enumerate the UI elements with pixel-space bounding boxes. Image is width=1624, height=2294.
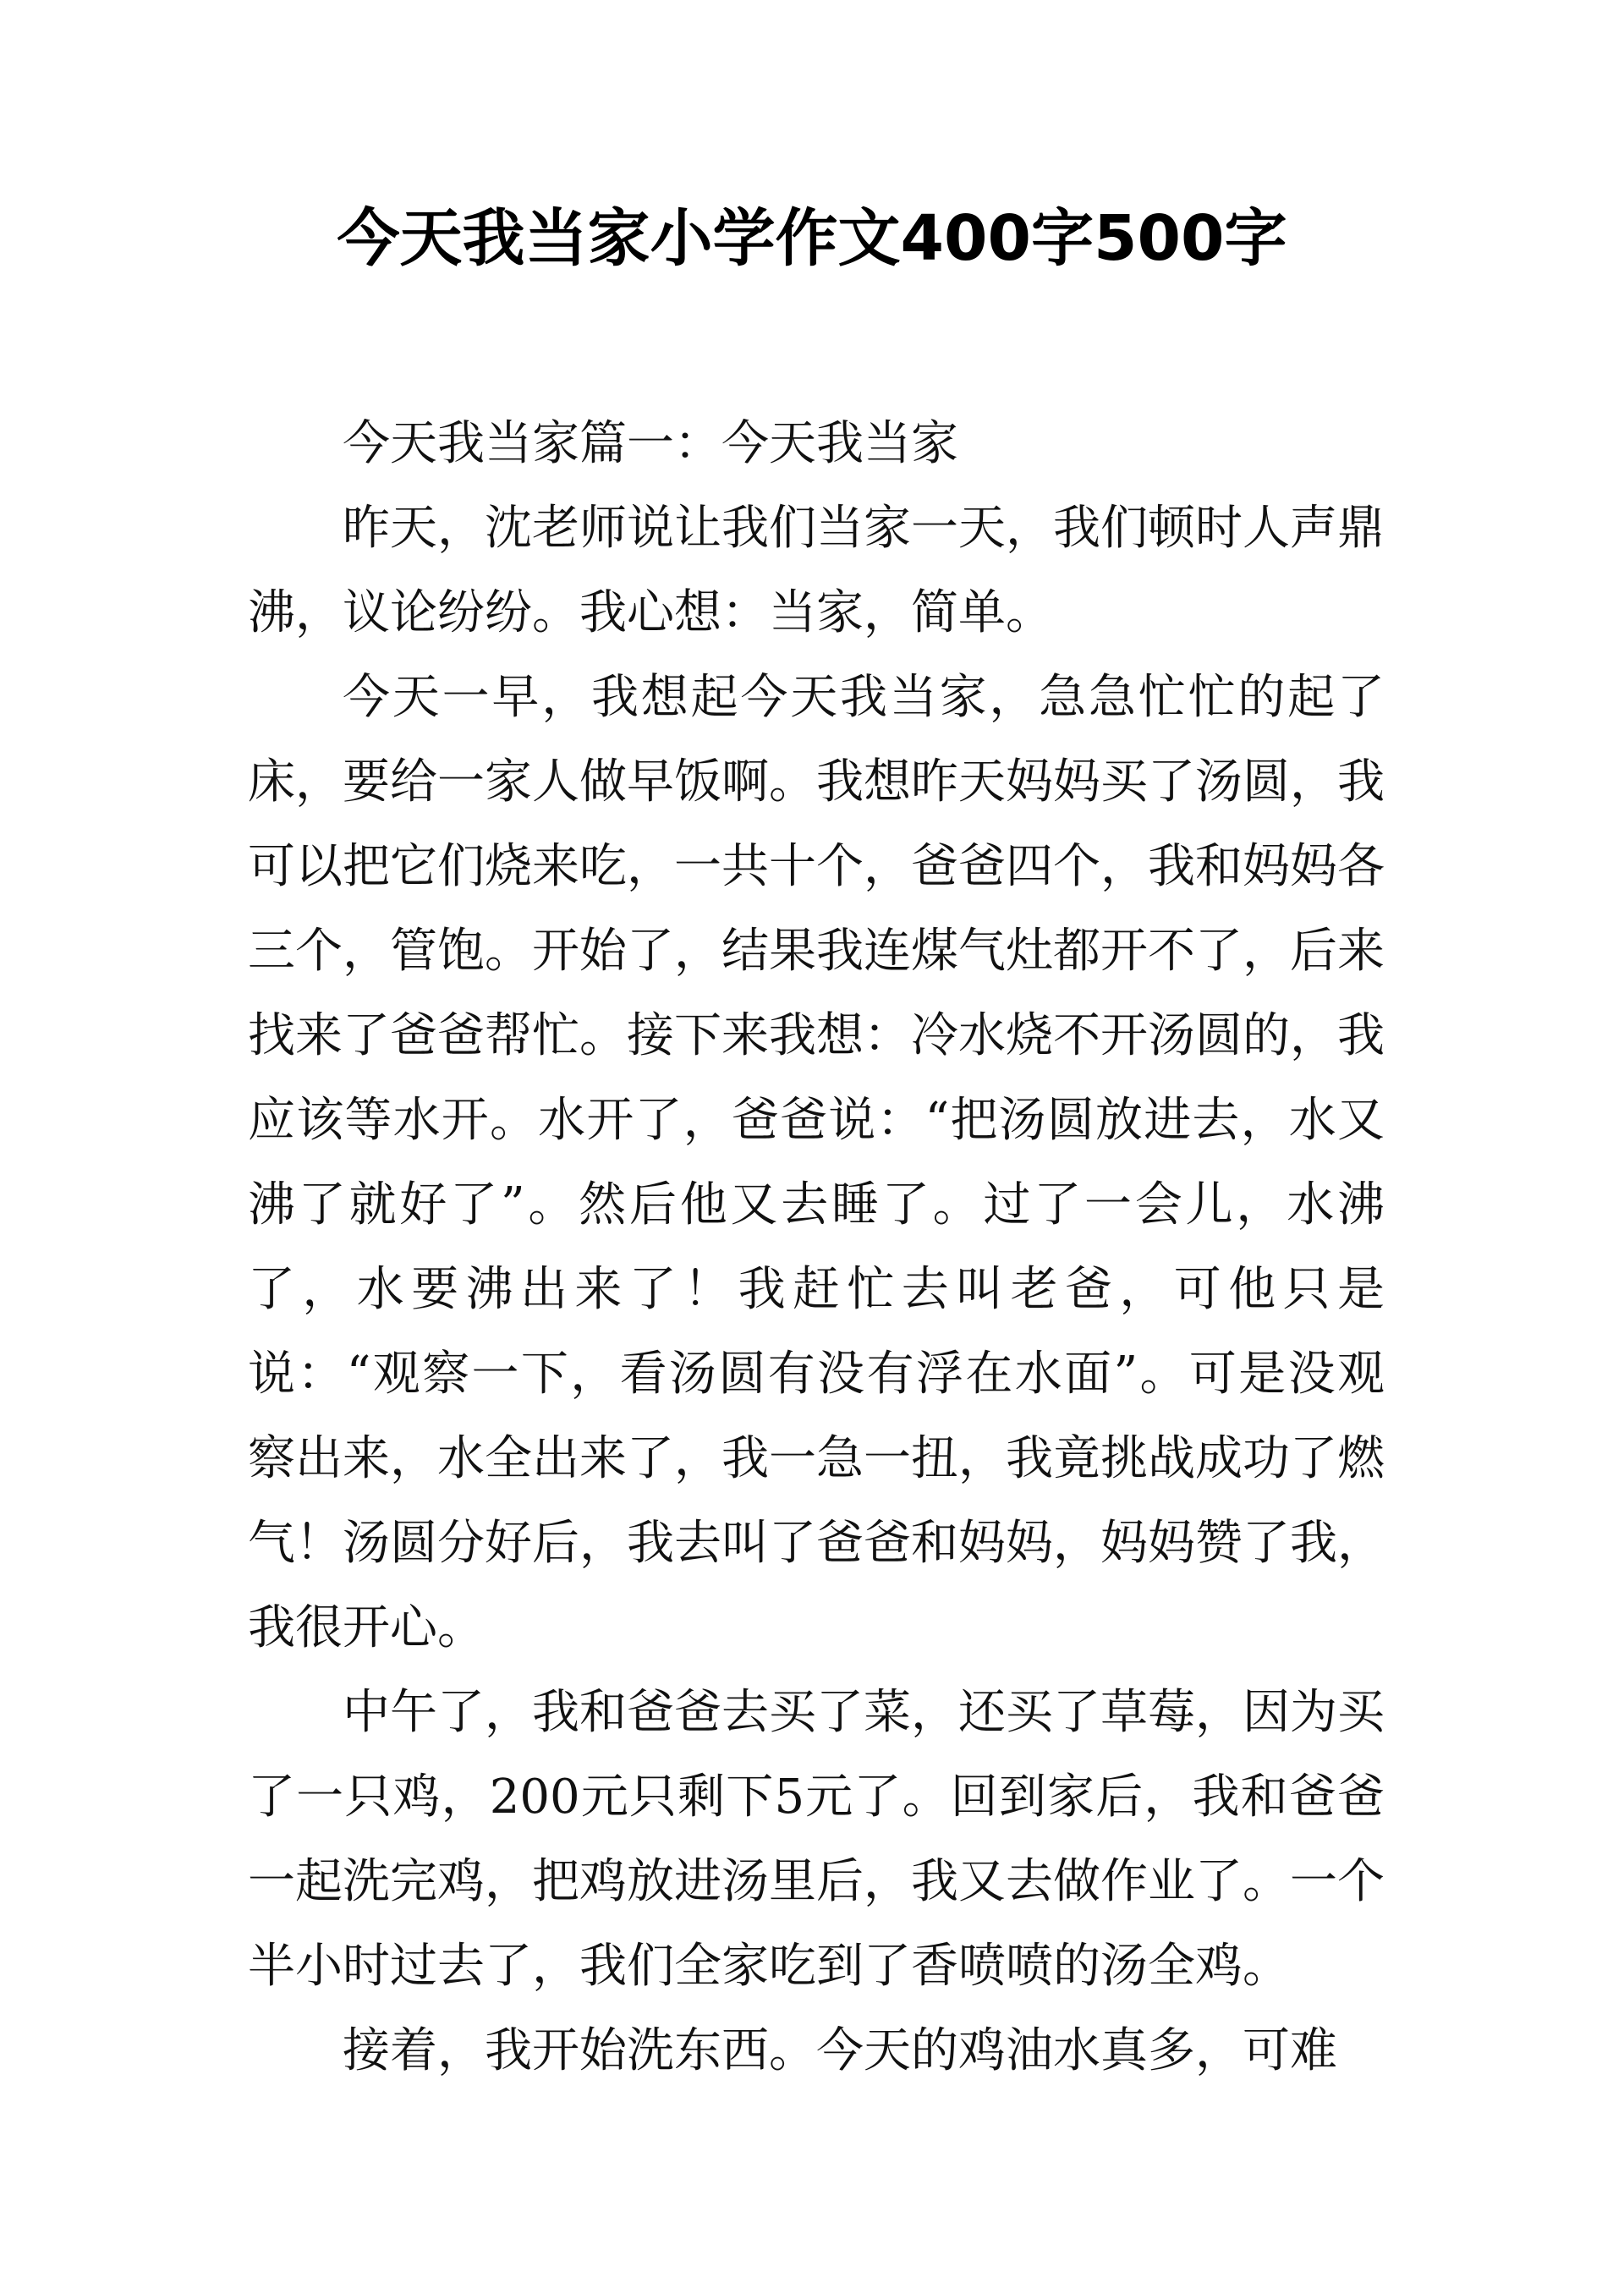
document-title: 今天我当家小学作文400字500字 [337, 202, 1287, 275]
paragraph: 接着，我开始洗东西。今天的鸡油水真多，可难 [343, 2023, 1337, 2078]
paragraph: 中午了，我和爸爸去买了菜，还买了草莓，因为买了一只鸡，200元只剩下5元了。回到家后，我和爸爸一起洗完鸡，把鸡放进汤里后，我又去做作业了。一个半小时过去了，我们全家吃到了香喷喷的汤全鸡。 [248, 1685, 1385, 1994]
paragraph: 今天一早，我想起今天我当家，急急忙忙的起了床，要给一家人做早饭啊。我想昨天妈妈买了汤圆，我可以把它们烧来吃，一共十个，爸爸四个，我和妈妈各三个，管饱。开始了，结果我连煤气灶都开不了，后来找来了爸爸帮忙。接下来我想：冷水烧不开汤圆的，我应该等水开。水开了，爸爸说：“把汤圆放进去，水又沸了就好了”。然后他又去睡了。过了一会儿，水沸了，水要沸出来了！我赶忙去叫老爸，可他只是说：“观察一下，看汤圆有没有浮在水面”。可是没观察出来，水全出来了，我一急一扭，我竟挑战成功了燃气！汤圆分好后，我去叫了爸爸和妈妈，妈妈赞了我，我很开心。 [248, 670, 1385, 1655]
paragraph-heading: 今天我当家篇一：今天我当家 [343, 416, 958, 471]
essay-body [248, 402, 1385, 2094]
paragraph: 昨天，沈老师说让我们当家一天，我们顿时人声鼎沸，议论纷纷。我心想：当家，简单。 [248, 501, 1385, 640]
